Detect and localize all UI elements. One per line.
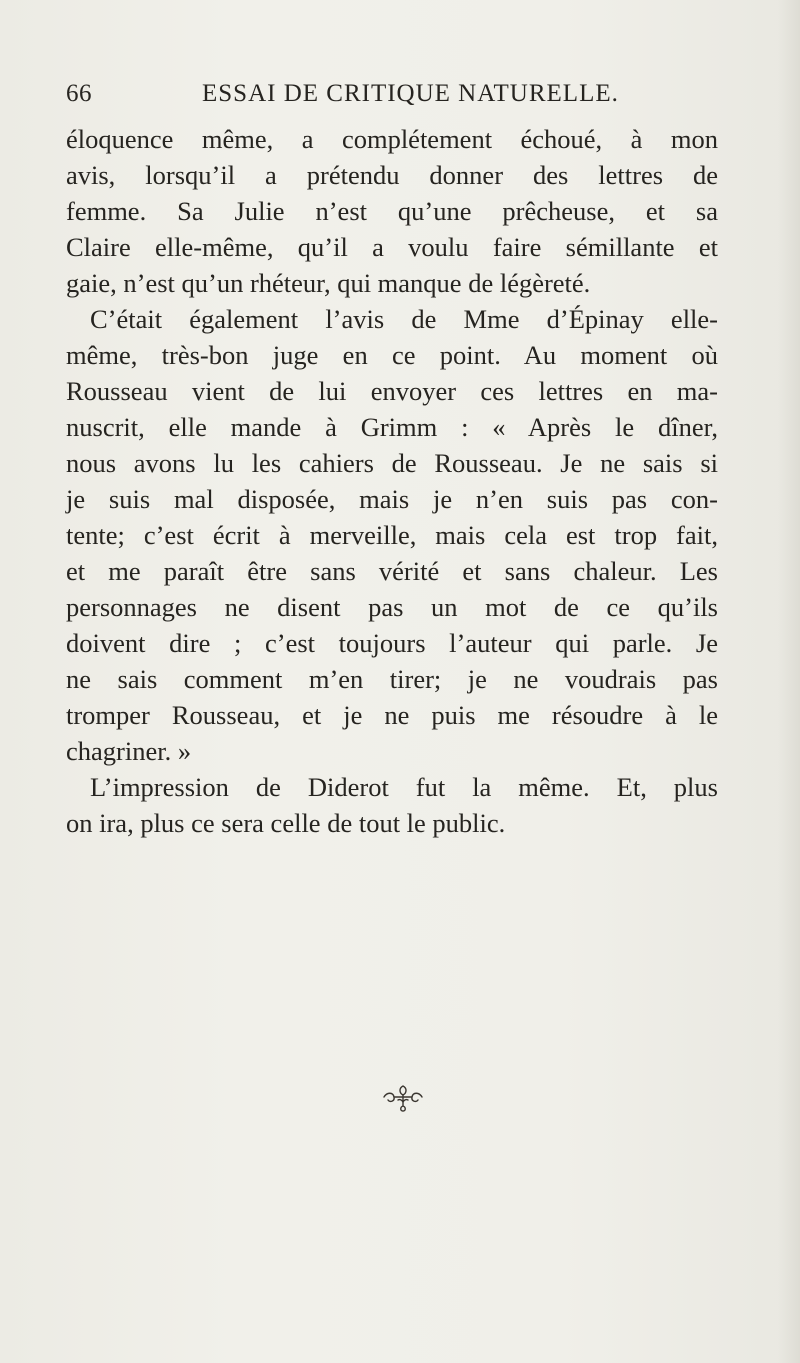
text-line: on ira, plus ce sera celle de tout le public. — [66, 808, 506, 838]
text-line: je suis mal disposée, mais je n’en suis pas con- — [66, 484, 718, 514]
text-line: éloquence même, a complétement échoué, à mon — [66, 124, 718, 154]
text-line: gaie, n’est qu’un rhéteur, qui manque de légèreté. — [66, 268, 591, 298]
text-line: tromper Rousseau, et je ne puis me résoudre à le — [66, 700, 718, 730]
text-line: tente; c’est écrit à merveille, mais cela est trop fait, — [66, 520, 718, 550]
body-text — [66, 121, 718, 841]
running-title: ESSAI DE CRITIQUE NATURELLE. — [202, 80, 619, 107]
text-line: ne sais comment m’en tirer; je ne voudrais pas — [66, 664, 718, 694]
text-line: Rousseau vient de lui envoyer ces lettres en ma- — [66, 376, 718, 406]
page-edge-shadow — [778, 0, 800, 1363]
text-line: C’était également l’avis de Mme d’Épinay elle- — [90, 304, 718, 334]
text-line: chagriner. » — [66, 736, 192, 766]
text-line: même, très-bon juge en ce point. Au moment où — [66, 340, 718, 370]
text-line: personnages ne disent pas un mot de ce qu’ils — [66, 592, 718, 622]
text-line: nuscrit, elle mande à Grimm : « Après le dîner, — [66, 412, 718, 442]
fleuron-ornament-icon — [381, 1082, 425, 1114]
text-line: L’impression de Diderot fut la même. Et, plus — [90, 772, 718, 802]
text-line: avis, lorsqu’il a prétendu donner des lettres de — [66, 160, 718, 190]
text-line: et me paraît être sans vérité et sans chaleur. Les — [66, 556, 718, 586]
text-line: Claire elle-même, qu’il a voulu faire sémillante et — [66, 232, 718, 262]
page-number: 66 — [66, 80, 92, 107]
page-header — [66, 80, 714, 114]
text-line: doivent dire ; c’est toujours l’auteur qui parle. Je — [66, 628, 718, 658]
text-line: femme. Sa Julie n’est qu’une prêcheuse, et sa — [66, 196, 718, 226]
text-line: nous avons lu les cahiers de Rousseau. Je ne sais si — [66, 448, 718, 478]
